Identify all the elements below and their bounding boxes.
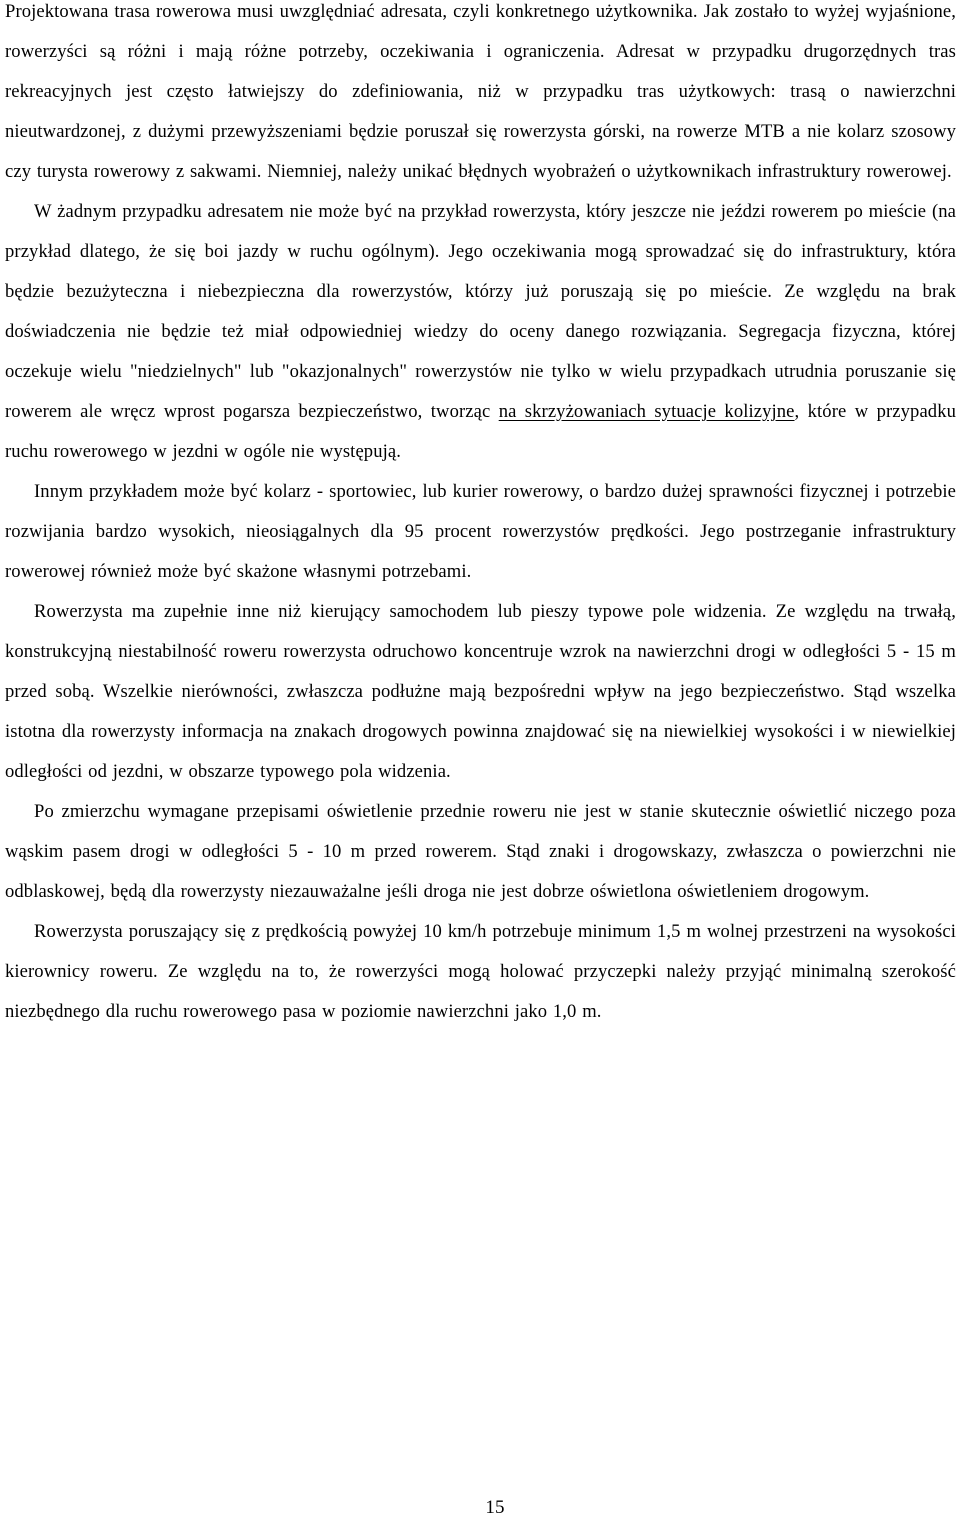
paragraph-target-user: Projektowana trasa rowerowa musi uwzględniać adresata, czyli konkretnego użytkownika. Jak zostało to wyżej wyjaśnione, rowerzyści są różni i mają różne potrzeby, oczekiwania i ograniczenia. Adresat w przypadku drugorzędnych tras rekreacyjnych jest często łatwiejszy do zdefiniowania, niż w przypadku tras użytkowych: trasą o nawierzchni nieutwardzonej, z dużymi przewyższeniami będzie poruszał się rowerzysta górski, na rowerze MTB a nie kolarz szosowy czy turysta rowerowy z sakwami. Niemniej, należy unikać błędnych wyobrażeń o użytkownikach infrastruktury rowerowej. [5, 1, 956, 182]
paragraph-night-lighting: Po zmierzchu wymagane przepisami oświetlenie przednie roweru nie jest w stanie skutecznie oświetlić niczego poza wąskim pasem drogi w odległości 5 - 10 m przed rowerem. Stąd znaki i drogowskazy, zwłaszcza o powierzchni nie odblaskowej, będą dla rowerzysty niezauważalne jeśli droga nie jest dobrze oświetlona oświetleniem drogowym. [5, 801, 956, 902]
paragraph-text-after-underline: , które w przypadku ruchu rowerowego w jezdni w ogóle nie występują. [5, 401, 956, 462]
paragraph-free-space: Rowerzysta poruszający się z prędkością powyżej 10 km/h potrzebuje minimum 1,5 m wolnej przestrzeni na wysokości kierownicy roweru. Ze względu na to, że rowerzyści mogą holować przyczepki należy przyjąć minimalną szerokość niezbędnego dla ruchu rowerowego pasa w poziomie nawierzchni jako 1,0 m. [5, 921, 956, 1022]
document-body [5, 0, 956, 1032]
paragraph-sport-cyclist: Innym przykładem może być kolarz - sportowiec, lub kurier rowerowy, o bardzo dużej sprawności fizycznej i potrzebie rozwijania bardzo wysokich, nieosiągalnych dla 95 procent rowerzystów prędkości. Jego postrzeganie infrastruktury rowerowej również może być skażone własnymi potrzebami. [5, 481, 956, 582]
paragraph-text-before-underline: W żadnym przypadku adresatem nie może być na przykład rowerzysta, który jeszcze nie jeździ rowerem po mieście (na przykład dlatego, że się boi jazdy w ruchu ogólnym). Jego oczekiwania mogą sprowadzać się do infrastruktury, która będzie bezużyteczna i niebezpieczna dla rowerzystów, którzy już poruszają się po mieście. Ze względu na brak doświadczenia nie będzie też miał odpowiedniej wiedzy do oceny danego rozwiązania. Segregacja fizyczna, której oczekuje wielu "niedzielnych" lub "okazjonalnych" rowerzystów nie tylko w wielu przypadkach utrudnia poruszanie się rowerem ale wręcz wprost pogarsza bezpieczeństwo, tworząc [5, 201, 956, 422]
paragraph-inexperienced-cyclist [5, 192, 956, 472]
page-number: 15 [485, 1497, 505, 1518]
paragraph-field-of-view: Rowerzysta ma zupełnie inne niż kierujący samochodem lub pieszy typowe pole widzenia. Ze względu na trwałą, konstrukcyjną niestabilność roweru rowerzysta odruchowo koncentruje wzrok na nawierzchni drogi w odległości 5 - 15 m przed sobą. Wszelkie nierówności, zwłaszcza podłużne mają bezpośredni wpływ na jego bezpieczeństwo. Stąd wszelka istotna dla rowerzysty informacja na znakach drogowych powinna znajdować się na niewielkiej wysokości i w niewielkiej odległości od jezdni, w obszarze typowego pola widzenia. [5, 601, 956, 782]
underlined-phrase: na skrzyżowaniach sytuacje kolizyjne [498, 401, 795, 422]
